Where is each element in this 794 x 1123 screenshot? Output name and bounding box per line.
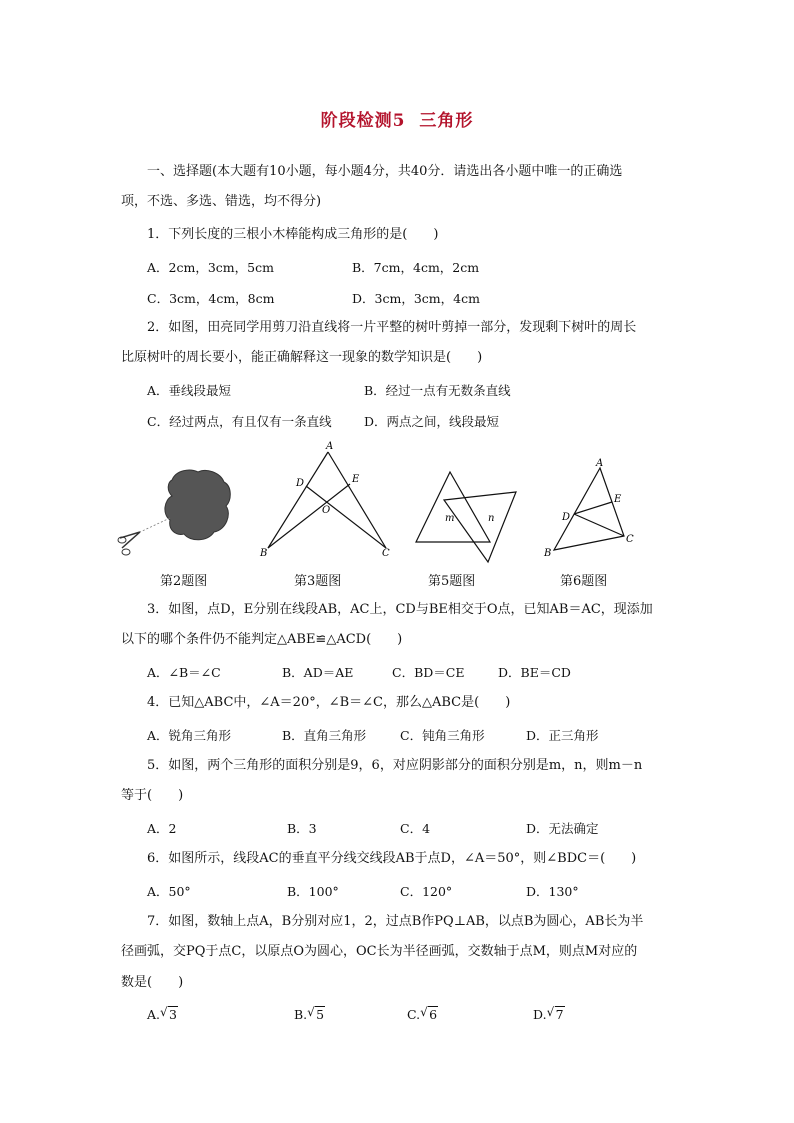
q4-stem: 4．已知△ABC中，∠A＝20°，∠B＝∠C，那么△ABC是( ) [147, 695, 511, 710]
sqrt-symbol: √ 5 [307, 1007, 325, 1022]
figure-5-caption: 第5题图 [428, 574, 476, 589]
q7-option-a: A.√ 3 [147, 1007, 178, 1022]
page-title [0, 106, 794, 131]
q1-option-a: A．2cm，3cm，5cm [147, 260, 274, 275]
section-intro-line1: 一、选择题(本大题有10小题，每小题4分，共40分．请选出各小题中唯一的正确选 [147, 164, 623, 179]
figure-5-overlapping-triangles [416, 472, 516, 562]
sqrt-symbol: √ 3 [160, 1007, 178, 1022]
q1-option-b: B．7cm，4cm，2cm [352, 260, 480, 275]
q1-option-d: D．3cm，3cm，4cm [352, 291, 480, 306]
figure-6-triangle [554, 468, 624, 550]
q5-option-c: C．4 [400, 821, 431, 836]
q6-option-b: B．100° [287, 884, 339, 899]
q7-stem-line2: 径画弧，交PQ于点C，以原点O为圆心，OC长为半径画弧，交数轴于点M，则点M对应的 [121, 944, 638, 959]
q3-stem-line1: 3．如图，点D，E分别在线段AB，AC上，CD与BE相交于O点，已知AB＝AC，现添加 [147, 602, 653, 617]
scissors-icon [118, 532, 140, 555]
q5-stem-line1: 5．如图，两个三角形的面积分别是9，6，对应阴影部分的面积分别是m，n，则m－n [147, 758, 643, 773]
figure-6-caption: 第6题图 [560, 574, 608, 589]
q5-stem-line2: 等于( ) [121, 788, 184, 803]
fig6-label-E: E [614, 494, 622, 505]
q5-option-a: A．2 [147, 821, 177, 836]
figure-2-leaf [118, 470, 230, 555]
q2-option-c: C．经过两点，有且仅有一条直线 [147, 414, 332, 429]
title-main: 阶段检测5 [320, 111, 406, 131]
q4-option-a: A．锐角三角形 [147, 728, 232, 743]
q7-option-c: C.√ 6 [407, 1007, 438, 1022]
q6-option-d: D．130° [526, 884, 579, 899]
fig5-label-m: m [445, 513, 455, 524]
fig3-label-D: D [296, 478, 305, 489]
figures-row [110, 438, 670, 568]
fig3-label-B: B [260, 548, 268, 559]
q4-option-b: B．直角三角形 [282, 728, 367, 743]
figure-3-caption: 第3题图 [294, 574, 342, 589]
q7-stem-line3: 数是( ) [121, 975, 184, 990]
q5-option-d: D．无法确定 [526, 821, 599, 836]
q6-stem: 6．如图所示，线段AC的垂直平分线交线段AB于点D，∠A＝50°，则∠BDC＝( ) [147, 851, 637, 866]
sqrt-symbol: √ 7 [547, 1007, 565, 1022]
q2-stem-line1: 2．如图，田亮同学用剪刀沿直线将一片平整的树叶剪掉一部分，发现剩下树叶的周长 [147, 320, 637, 335]
fig6-label-B: B [544, 548, 552, 559]
q2-option-d: D．两点之间，线段最短 [364, 414, 500, 429]
q7-option-d: D.√ 7 [533, 1007, 565, 1022]
fig3-label-C: C [382, 548, 390, 559]
q3-option-b: B．AD＝AE [282, 665, 354, 680]
q3-stem-line2: 以下的哪个条件仍不能判定△ABE≌△ACD( ) [121, 632, 403, 647]
fig3-label-E: E [352, 474, 360, 485]
q7-option-b: B.√ 5 [294, 1007, 325, 1022]
fig3-label-A: A [326, 441, 334, 452]
q3-option-a: A．∠B＝∠C [147, 665, 221, 680]
section-intro-line2: 项，不选、多选、错选，均不得分) [121, 194, 322, 209]
q3-option-d: D．BE＝CD [498, 665, 571, 680]
q6-option-c: C．120° [400, 884, 453, 899]
q3-option-c: C．BD＝CE [392, 665, 465, 680]
fig6-label-C: C [626, 534, 634, 545]
q1-option-c: C．3cm，4cm，8cm [147, 291, 275, 306]
q2-stem-line2: 比原树叶的周长要小，能正确解释这一现象的数学知识是( ) [121, 350, 483, 365]
figure-3-triangles [268, 452, 386, 548]
sqrt-symbol: √ 6 [420, 1007, 438, 1022]
q4-option-d: D．正三角形 [526, 728, 599, 743]
q2-option-b: B．经过一点有无数条直线 [364, 383, 511, 398]
q4-option-c: C．钝角三角形 [400, 728, 485, 743]
q1-stem: 1．下列长度的三根小木棒能构成三角形的是( ) [147, 227, 439, 242]
q7-stem-line1: 7．如图，数轴上点A，B分别对应1，2，过点B作PQ⊥AB，以点B为圆心，AB长为半 [147, 914, 644, 929]
figure-2-caption: 第2题图 [160, 574, 208, 589]
q2-option-a: A．垂线段最短 [147, 383, 232, 398]
fig6-label-D: D [562, 512, 571, 523]
q6-option-a: A．50° [147, 884, 191, 899]
title-sub: 三角形 [419, 111, 474, 131]
q5-option-b: B．3 [287, 821, 317, 836]
fig5-label-n: n [488, 513, 495, 524]
fig3-label-O: O [322, 505, 331, 516]
fig6-label-A: A [596, 458, 604, 469]
